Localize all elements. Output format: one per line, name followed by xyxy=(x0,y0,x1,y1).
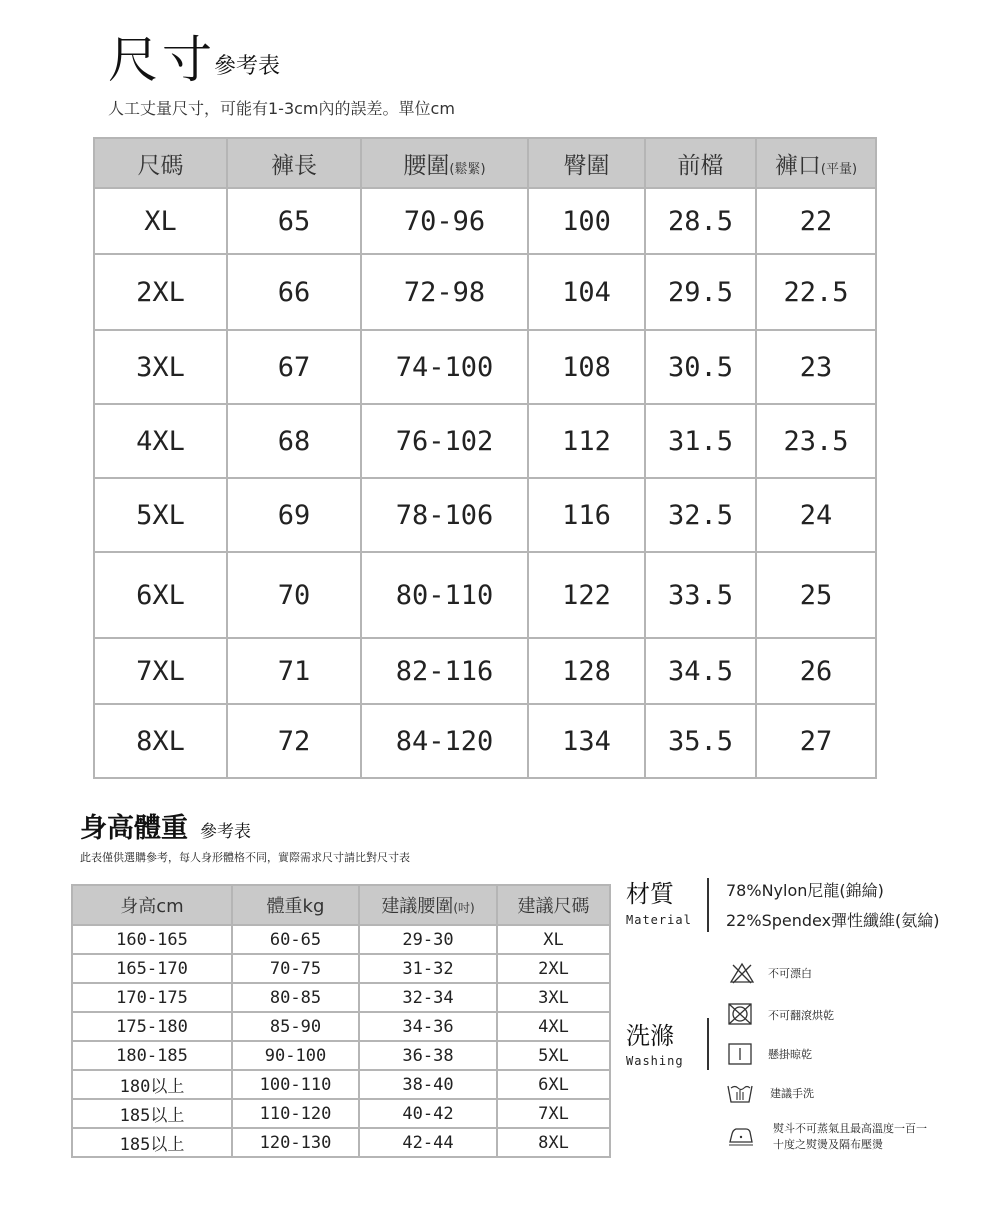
header-size: 尺碼 xyxy=(94,138,227,188)
size-chart-title: 尺寸 xyxy=(108,31,216,89)
size-cell-hip: 122 xyxy=(528,552,645,638)
header-front-rise: 前檔 xyxy=(645,138,756,188)
hw-cell-weight: 100-110 xyxy=(232,1070,359,1099)
size-cell-hem: 25 xyxy=(756,552,876,638)
size-cell-waist: 84-120 xyxy=(361,704,528,778)
hw-cell-weight: 60-65 xyxy=(232,925,359,954)
care-no-bleach: 不可漂白 xyxy=(768,967,812,980)
size-cell-size: XL xyxy=(94,188,227,254)
material-subtitle: Material xyxy=(626,913,692,927)
size-cell-hem: 23.5 xyxy=(756,404,876,478)
height-weight-note: 此表僅供選購參考，每人身形體格不同，實際需求尺寸請比對尺寸表 xyxy=(80,851,410,864)
size-cell-front-rise: 33.5 xyxy=(645,552,756,638)
header-length: 褲長 xyxy=(227,138,361,188)
size-cell-waist: 82-116 xyxy=(361,638,528,704)
size-table-header xyxy=(94,138,876,188)
size-cell-hip: 128 xyxy=(528,638,645,704)
hw-cell-height: 165-170 xyxy=(72,954,232,983)
hw-cell-suggested-size: XL xyxy=(497,925,610,954)
size-cell-size: 4XL xyxy=(94,404,227,478)
hw-cell-suggested-size: 6XL xyxy=(497,1070,610,1099)
size-cell-size: 7XL xyxy=(94,638,227,704)
size-cell-hip: 108 xyxy=(528,330,645,404)
hw-cell-suggested-size: 4XL xyxy=(497,1012,610,1041)
hw-cell-height: 170-175 xyxy=(72,983,232,1012)
size-cell-size: 3XL xyxy=(94,330,227,404)
washing-divider xyxy=(707,1018,709,1070)
hw-cell-suggested-size: 2XL xyxy=(497,954,610,983)
washing-subtitle: Washing xyxy=(626,1054,684,1068)
header-hip: 臀圍 xyxy=(528,138,645,188)
size-cell-length: 71 xyxy=(227,638,361,704)
hw-cell-suggested-waist: 42-44 xyxy=(359,1128,497,1157)
size-cell-front-rise: 34.5 xyxy=(645,638,756,704)
size-cell-hem: 22 xyxy=(756,188,876,254)
size-cell-hip: 100 xyxy=(528,188,645,254)
hw-cell-suggested-waist: 29-30 xyxy=(359,925,497,954)
size-cell-waist: 76-102 xyxy=(361,404,528,478)
header-weight: 體重kg xyxy=(232,885,359,925)
hw-cell-suggested-waist: 36-38 xyxy=(359,1041,497,1070)
hw-cell-weight: 80-85 xyxy=(232,983,359,1012)
hw-cell-suggested-size: 7XL xyxy=(497,1099,610,1128)
size-cell-waist: 78-106 xyxy=(361,478,528,552)
care-iron-line-1: 熨斗不可蒸氣且最高溫度一百一 xyxy=(773,1122,927,1135)
size-cell-front-rise: 31.5 xyxy=(645,404,756,478)
header-suggested-size: 建議尺碼 xyxy=(497,885,610,925)
hw-cell-suggested-size: 8XL xyxy=(497,1128,610,1157)
header-height: 身高cm xyxy=(72,885,232,925)
washing-title: 洗滌 xyxy=(626,1022,674,1050)
size-table-row xyxy=(94,404,876,478)
size-table-row xyxy=(94,638,876,704)
care-no-tumble-dry: 不可翻滾烘乾 xyxy=(768,1009,834,1022)
size-table xyxy=(93,137,877,779)
size-cell-hem: 26 xyxy=(756,638,876,704)
hw-cell-suggested-waist: 38-40 xyxy=(359,1070,497,1099)
size-cell-length: 66 xyxy=(227,254,361,330)
hw-cell-height: 185以上 xyxy=(72,1128,232,1157)
size-chart-title-sub: 參考表 xyxy=(214,54,281,79)
care-iron-line-2: 十度之熨燙及隔布壓燙 xyxy=(773,1138,883,1151)
material-title: 材質 xyxy=(626,880,674,908)
size-cell-length: 65 xyxy=(227,188,361,254)
header-hem: 褲口(平量) xyxy=(756,138,876,188)
size-cell-length: 68 xyxy=(227,404,361,478)
height-weight-table xyxy=(71,884,611,1158)
size-cell-front-rise: 32.5 xyxy=(645,478,756,552)
size-cell-waist: 74-100 xyxy=(361,330,528,404)
size-table-row xyxy=(94,704,876,778)
size-cell-length: 67 xyxy=(227,330,361,404)
height-weight-title: 身高體重 xyxy=(80,813,188,844)
care-hand-wash: 建議手洗 xyxy=(770,1087,814,1100)
size-table-row xyxy=(94,552,876,638)
hw-cell-weight: 85-90 xyxy=(232,1012,359,1041)
hw-cell-weight: 110-120 xyxy=(232,1099,359,1128)
hw-table-row xyxy=(72,983,610,1012)
header-waist: 腰圍(鬆緊) xyxy=(361,138,528,188)
hw-cell-weight: 90-100 xyxy=(232,1041,359,1070)
size-table-row xyxy=(94,188,876,254)
hw-table-row xyxy=(72,1012,610,1041)
hw-cell-suggested-waist: 32-34 xyxy=(359,983,497,1012)
hw-table-row xyxy=(72,954,610,983)
size-cell-hip: 112 xyxy=(528,404,645,478)
hw-cell-height: 185以上 xyxy=(72,1099,232,1128)
header-suggested-waist: 建議腰圍(吋) xyxy=(359,885,497,925)
no-tumble-dry-icon xyxy=(727,1003,753,1025)
hw-table-row xyxy=(72,1070,610,1099)
size-chart-note: 人工丈量尺寸，可能有1-3cm內的誤差。單位cm xyxy=(108,99,455,118)
size-cell-front-rise: 35.5 xyxy=(645,704,756,778)
size-cell-hem: 27 xyxy=(756,704,876,778)
size-cell-waist: 80-110 xyxy=(361,552,528,638)
size-cell-length: 70 xyxy=(227,552,361,638)
size-cell-hem: 23 xyxy=(756,330,876,404)
size-table-row xyxy=(94,330,876,404)
hw-cell-height: 175-180 xyxy=(72,1012,232,1041)
size-cell-length: 69 xyxy=(227,478,361,552)
hw-cell-height: 180以上 xyxy=(72,1070,232,1099)
size-cell-hem: 24 xyxy=(756,478,876,552)
size-table-row xyxy=(94,478,876,552)
size-cell-front-rise: 29.5 xyxy=(645,254,756,330)
hw-table-row xyxy=(72,1128,610,1157)
material-line-nylon: 78%Nylon尼龍(錦綸) xyxy=(726,881,884,900)
size-cell-size: 6XL xyxy=(94,552,227,638)
hw-cell-weight: 120-130 xyxy=(232,1128,359,1157)
size-cell-size: 5XL xyxy=(94,478,227,552)
hang-dry-icon xyxy=(727,1043,753,1065)
hw-table-header xyxy=(72,885,610,925)
material-line-spandex: 22%Spendex彈性纖維(氨綸) xyxy=(726,911,940,930)
size-cell-hip: 134 xyxy=(528,704,645,778)
size-cell-hip: 104 xyxy=(528,254,645,330)
size-cell-length: 72 xyxy=(227,704,361,778)
hand-wash-icon xyxy=(727,1082,753,1104)
hw-table-row xyxy=(72,1041,610,1070)
hw-cell-height: 160-165 xyxy=(72,925,232,954)
hw-cell-suggested-waist: 31-32 xyxy=(359,954,497,983)
size-table-row xyxy=(94,254,876,330)
size-cell-waist: 70-96 xyxy=(361,188,528,254)
hw-cell-suggested-waist: 40-42 xyxy=(359,1099,497,1128)
care-hang-dry: 懸掛晾乾 xyxy=(768,1048,812,1061)
height-weight-title-sub: 參考表 xyxy=(200,822,251,842)
material-divider xyxy=(707,878,709,932)
size-cell-waist: 72-98 xyxy=(361,254,528,330)
no-bleach-icon xyxy=(729,962,755,984)
iron-icon xyxy=(728,1124,754,1146)
size-cell-hip: 116 xyxy=(528,478,645,552)
hw-cell-height: 180-185 xyxy=(72,1041,232,1070)
size-cell-front-rise: 28.5 xyxy=(645,188,756,254)
size-cell-front-rise: 30.5 xyxy=(645,330,756,404)
hw-cell-suggested-waist: 34-36 xyxy=(359,1012,497,1041)
size-cell-size: 8XL xyxy=(94,704,227,778)
hw-table-row xyxy=(72,1099,610,1128)
size-cell-hem: 22.5 xyxy=(756,254,876,330)
hw-cell-weight: 70-75 xyxy=(232,954,359,983)
hw-table-row xyxy=(72,925,610,954)
hw-cell-suggested-size: 5XL xyxy=(497,1041,610,1070)
hw-cell-suggested-size: 3XL xyxy=(497,983,610,1012)
size-cell-size: 2XL xyxy=(94,254,227,330)
